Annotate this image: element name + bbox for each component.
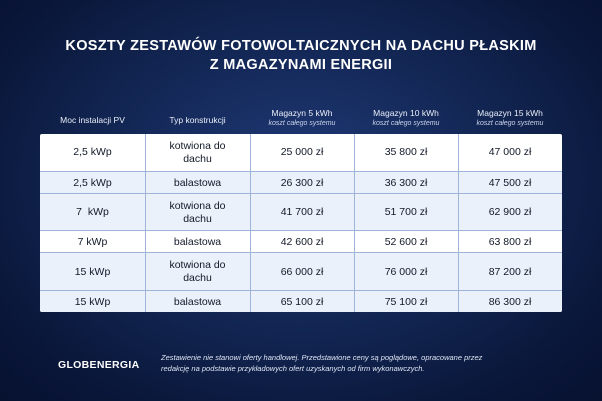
header-storage-5 [250, 108, 354, 128]
cell-storage-10: 35 800 zł [384, 146, 428, 158]
table-row [40, 230, 562, 253]
cell-storage-5: 25 000 zł [280, 146, 324, 158]
cell-storage-15: 87 200 zł [488, 265, 532, 278]
title-line-2: Z MAGAZYNAMI ENERGII [209, 57, 393, 73]
table-row [40, 134, 562, 171]
cell-storage-15: 47 000 zł [488, 146, 532, 158]
header-storage-5-sub: koszt całego systemu [268, 120, 336, 127]
cell-storage-10: 36 300 zł [384, 176, 428, 189]
column-divider [145, 134, 146, 312]
cell-storage-15: 62 900 zł [488, 206, 532, 218]
column-divider [354, 134, 355, 312]
header-storage-5-label: Magazyn 5 kWh [271, 108, 333, 118]
construction-line: kotwiona do [169, 139, 226, 152]
cell-storage-10: 75 100 zł [384, 295, 428, 308]
cell-construction [145, 291, 250, 312]
header-storage-10 [354, 108, 458, 128]
disclaimer-line: Zestawienie nie stanowi oferty handlowej. Przedstawione ceny są poglądowe, opracowane przez [161, 353, 483, 362]
cell-storage-15: 63 800 zł [488, 235, 532, 248]
header-power [40, 115, 145, 126]
cell-storage-5: 66 000 zł [280, 265, 324, 278]
cell-power: 15 kWp [74, 265, 111, 278]
table-row [40, 252, 562, 291]
globenergia-logo: GLOBENERGIA [58, 359, 140, 371]
cell-construction [145, 172, 250, 194]
cell-storage-5: 26 300 zł [280, 176, 324, 189]
header-storage-10-label: Magazyn 10 kWh [373, 108, 439, 118]
cell-storage-5: 41 700 zł [280, 206, 324, 218]
table-row [40, 193, 562, 231]
cell-storage-15: 47 500 zł [488, 176, 532, 189]
header-power-label: Moc instalacji PV [60, 115, 125, 125]
header-construction-label: Typ konstrukcji [169, 115, 226, 125]
construction-line: dachu [183, 152, 212, 165]
header-storage-15-sub: koszt całego systemu [476, 120, 544, 127]
disclaimer-line: redakcję na podstawie przykładowych ofert uzyskanych od firm wykonawczych. [161, 364, 425, 373]
construction-line: balastowa [173, 295, 222, 308]
construction-line: kotwiona do [169, 199, 226, 212]
construction-line: dachu [183, 212, 212, 225]
header-storage-15 [458, 108, 562, 128]
header-storage-15-label: Magazyn 15 kWh [477, 108, 543, 118]
cell-storage-5: 65 100 zł [280, 295, 324, 308]
cell-construction [145, 231, 250, 253]
table-row [40, 290, 562, 312]
price-table [40, 134, 562, 312]
table-row [40, 171, 562, 194]
header-construction [145, 115, 250, 126]
cell-storage-10: 51 700 zł [384, 206, 428, 218]
cell-storage-10: 52 600 zł [384, 235, 428, 248]
construction-line: balastowa [173, 176, 222, 189]
construction-line: balastowa [173, 235, 222, 248]
cell-storage-5: 42 600 zł [280, 235, 324, 248]
construction-line: kotwiona do [169, 259, 226, 271]
header-storage-10-sub: koszt całego systemu [372, 120, 440, 127]
title-line-1: KOSZTY ZESTAWÓW FOTOWOLTAICZNYCH NA DACHU PŁASKIM [65, 38, 537, 54]
cell-construction [145, 253, 250, 291]
cell-power: 2,5 kWp [73, 146, 112, 158]
cell-storage-15: 86 300 zł [488, 295, 532, 308]
cell-power: 15 kWp [74, 295, 111, 308]
table-header [0, 106, 602, 136]
cell-power: 7 kWp [76, 206, 109, 218]
column-divider [458, 134, 459, 312]
cell-power: 7 kWp [77, 235, 108, 248]
cell-construction [145, 134, 250, 171]
disclaimer-note [161, 352, 581, 374]
page-title [0, 37, 602, 75]
cell-storage-10: 76 000 zł [384, 265, 428, 278]
column-divider [250, 134, 251, 312]
cell-power: 2,5 kWp [73, 176, 112, 189]
cell-construction [145, 194, 250, 231]
construction-line: dachu [183, 272, 212, 284]
